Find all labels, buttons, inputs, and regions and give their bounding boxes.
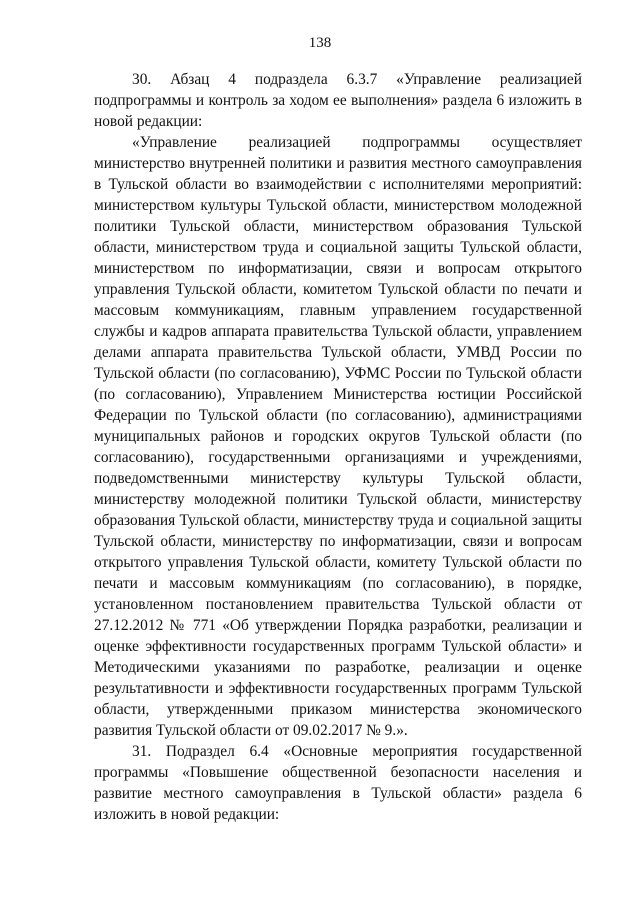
document-body <box>94 69 582 825</box>
page-number: 138 <box>308 35 332 51</box>
paragraph-item-31: 31. Подраздел 6.4 «Основные мероприятия государственной программы «Повышение общественной безопасности населения и развитие местного самоуправления в Тульской области» раздела 6 изложить в новой редакции: <box>94 743 582 823</box>
paragraph-quoted-text: «Управление реализацией подпрограммы осуществляет министерство внутренней политики и развития местного самоуправления в Тульской области во взаимодействии с исполнителями мероприятий: министерством культуры Тульской области, министерством молодежной политики Тульской области, министерством образования Тульской области, министерством труда и социальной защиты Тульской области, министерством по информатизации, связи и вопросам открытого управления Тульской области, комитетом Тульской области по печати и массовым коммуникациям, главным управлением государственной службы и кадров аппарата правительства Тульской области, управлением делами аппарата правительства Тульской области, УМВД России по Тульской области (по согласованию), УФМС России по Тульской области (по согласованию), Управлением Министерства юстиции Российской Федерации по Тульской области (по согласованию), администрациями муниципальных районов и городских округов Тульской области (по согласованию), государственными организациями и учреждениями, подведомственными министерству культуры Тульской области, министерству молодежной политики Тульской области, министерству образования Тульской области, министерству труда и социальной защиты Тульской области, министерству по информатизации, связи и вопросам открытого управления Тульской области, комитету Тульской области по печати и массовым коммуникациям (по согласованию), в порядке, установленном постановлением правительства Тульской области от 27.12.2012 № 771 «Об утверждении Порядка разработки, реализации и оценке эффективности государственных программ Тульской области» и Методическими указаниями по разработке, реализации и оценке результативности и эффективности государственных программ Тульской области, утвержденными приказом министерства экономического развития Тульской области от 09.02.2017 № 9.». <box>94 134 582 739</box>
paragraph-item-30: 30. Абзац 4 подраздела 6.3.7 «Управление реализацией подпрограммы и контроль за ходом ее выполнения» раздела 6 изложить в новой редакции: <box>94 71 582 130</box>
